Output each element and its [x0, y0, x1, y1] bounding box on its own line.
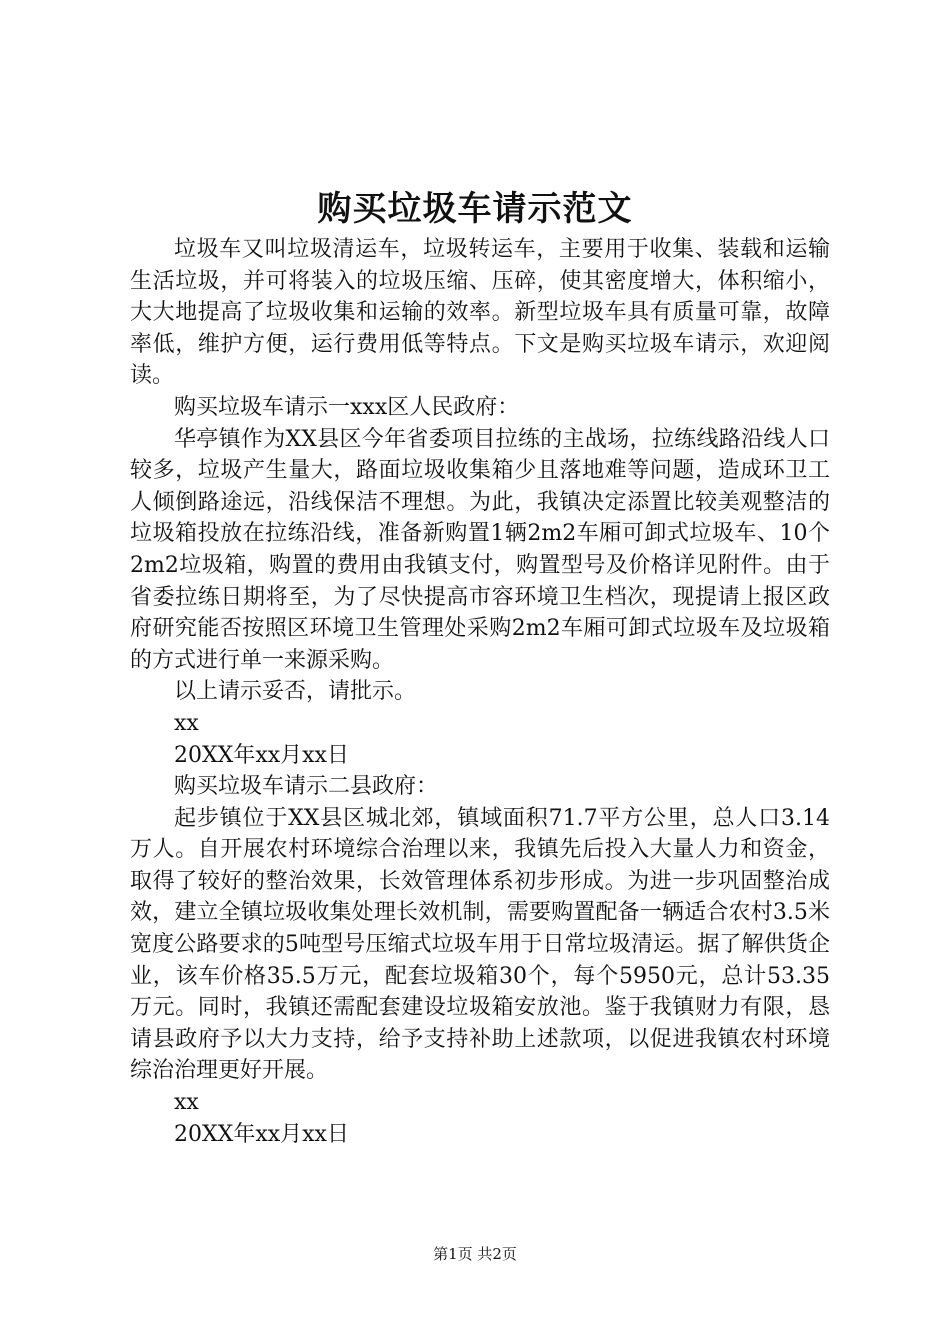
request-one-date: 20XX年xx月xx日: [174, 742, 349, 768]
request-one-closing: 以上请示妥否，请批示。: [174, 679, 417, 705]
request-two-date: 20XX年xx月xx日: [174, 1121, 349, 1147]
request-two-body: 起步镇位于XX县区城北郊，镇域面积71.7平方公里，总人口3.14万人。自开展农村环境综合治理以来，我镇先后投入大量人力和资金，取得了较好的整治效果，长效管理体系初步形成。为进一步巩固整治成效，建立全镇垃圾收集处理长效机制，需要购置配备一辆适合农村3.5米宽度公路要求的5吨型号压缩式垃圾车用于日常垃圾清运。据了解供货企业，该车价格35.5万元，配套垃圾箱30个，每个5950元，总计53.35万元。同时，我镇还需配套建设垃圾箱安放池。鉴于我镇财力有限，恳请县政府予以大力支持，给予支持补助上述款项，以促进我镇农村环境综治治理更好开展。: [130, 805, 830, 1084]
document-body: [130, 234, 830, 1150]
request-two-signature: xx: [174, 1090, 199, 1116]
request-one-heading: 购买垃圾车请示一xxx区人民政府：: [174, 394, 520, 420]
intro-paragraph: 垃圾车又叫垃圾清运车，垃圾转运车，主要用于收集、装载和运输生活垃圾，并可将装入的垃圾压缩、压碎，使其密度增大，体积缩小，大大地提高了垃圾收集和运输的效率。新型垃圾车具有质量可靠，故障率低，维护方便，运行费用低等特点。下文是购买垃圾车请示，欢迎阅读。: [130, 237, 830, 389]
page-number-footer: 第1页 共2页: [433, 1245, 517, 1263]
document-title: 购买垃圾车请示范文: [317, 189, 633, 229]
request-one-signature: xx: [174, 710, 199, 736]
request-two-heading: 购买垃圾车请示二县政府：: [174, 774, 439, 800]
request-one-body: 华亭镇作为XX县区今年省委项目拉练的主战场，拉练线路沿线人口较多，垃圾产生量大，路面垃圾收集箱少且落地难等问题，造成环卫工人倾倒路途远，沿线保洁不理想。为此，我镇决定添置比较美观整洁的垃圾箱投放在拉练沿线，准备新购置1辆2m2车厢可卸式垃圾车、10个2m2垃圾箱，购置的费用由我镇支付，购置型号及价格详见附件。由于省委拉练日期将至，为了尽快提高市容环境卫生档次，现提请上报区政府研究能否按照区环境卫生管理处采购2m2车厢可卸式垃圾车及垃圾箱的方式进行单一来源采购。: [130, 426, 830, 673]
